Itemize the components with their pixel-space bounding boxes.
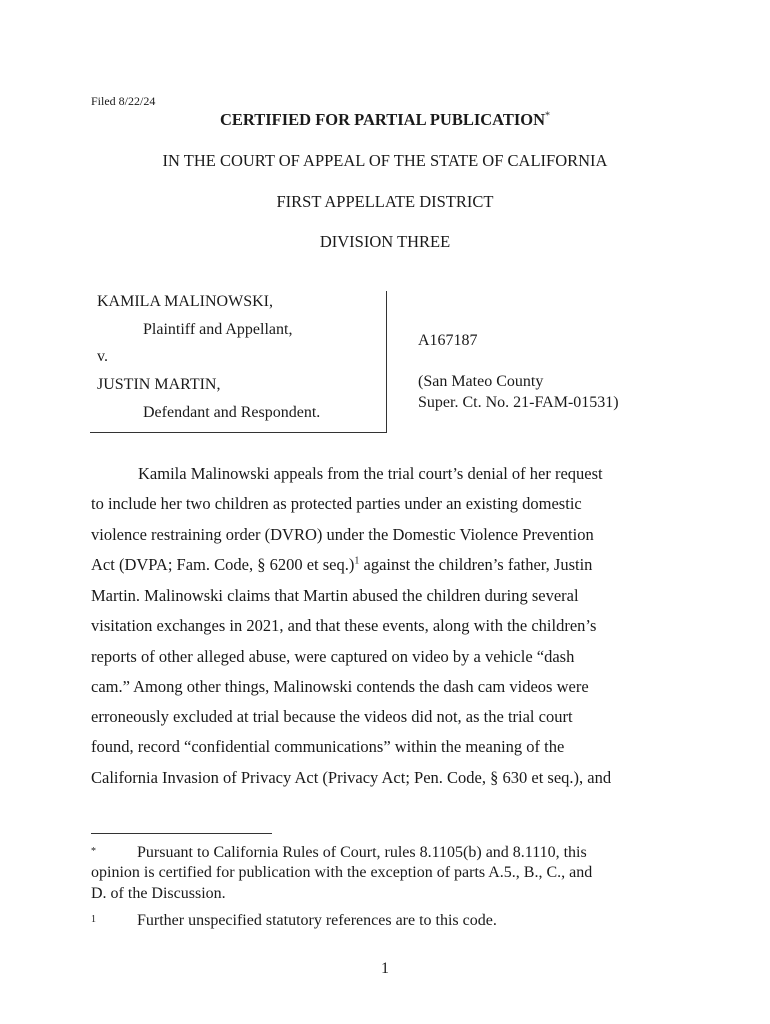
body-line: erroneously excluded at trial because the videos did not, as the trial court bbox=[91, 707, 573, 726]
body-line: cam.” Among other things, Malinowski contends the dash cam videos were bbox=[91, 677, 589, 696]
body-line: reports of other alleged abuse, were captured on video by a vehicle “dash bbox=[91, 647, 575, 666]
body-line: visitation exchanges in 2021, and that these events, along with the children’s bbox=[91, 616, 597, 635]
page-number: 1 bbox=[381, 960, 389, 977]
footnote-star-line: D. of the Discussion. bbox=[91, 885, 226, 902]
body-line: Martin. Malinowski claims that Martin abused the children during several bbox=[91, 586, 579, 605]
publication-footnote-mark: * bbox=[545, 110, 551, 122]
versus-label: v. bbox=[97, 348, 108, 365]
footnote-star-line: opinion is certified for publication with the exception of parts A.5., B., C., and bbox=[91, 864, 593, 881]
court-heading: IN THE COURT OF APPEAL OF THE STATE OF CALIFORNIA bbox=[162, 151, 608, 170]
defendant-role: Defendant and Respondent. bbox=[143, 404, 321, 421]
county-label: (San Mateo County bbox=[418, 373, 544, 390]
body-line: violence restraining order (DVRO) under the Domestic Violence Prevention bbox=[91, 525, 594, 544]
footnote-divider bbox=[91, 833, 272, 834]
footnote-star-line: Pursuant to California Rules of Court, rules 8.1105(b) and 8.1110, this bbox=[137, 844, 587, 861]
body-line: California Invasion of Privacy Act (Privacy Act; Pen. Code, § 630 et seq.), and bbox=[91, 768, 612, 787]
footnote-1-mark: 1 bbox=[91, 914, 96, 925]
plaintiff-name: KAMILA MALINOWSKI, bbox=[97, 293, 273, 310]
body-line: found, record “confidential communications” within the meaning of the bbox=[91, 737, 565, 756]
publication-heading-text: CERTIFIED FOR PARTIAL PUBLICATION bbox=[219, 110, 546, 129]
footnote-1-text: Further unspecified statutory references are to this code. bbox=[137, 912, 497, 929]
body-line: to include her two children as protected parties under an existing domestic bbox=[91, 494, 582, 513]
case-number: A167187 bbox=[418, 332, 478, 349]
filed-date: Filed 8/22/24 bbox=[91, 94, 156, 108]
body-line-tail: against the children’s father, Justin bbox=[359, 555, 593, 574]
defendant-name: JUSTIN MARTIN, bbox=[97, 376, 221, 393]
body-line bbox=[91, 555, 592, 575]
plaintiff-role: Plaintiff and Appellant, bbox=[143, 321, 293, 338]
superior-court-number: Super. Ct. No. 21-FAM-01531) bbox=[418, 394, 619, 411]
district-heading: FIRST APPELLATE DISTRICT bbox=[276, 192, 494, 211]
body-line-text: Act (DVPA; Fam. Code, § 6200 et seq.) bbox=[91, 555, 355, 574]
footnote-star-mark: * bbox=[91, 846, 96, 857]
publication-heading bbox=[0, 110, 770, 130]
division-heading: DIVISION THREE bbox=[319, 232, 451, 251]
footnote-ref-1: 1 bbox=[354, 555, 360, 567]
body-line: Kamila Malinowski appeals from the trial court’s denial of her request bbox=[138, 464, 603, 483]
